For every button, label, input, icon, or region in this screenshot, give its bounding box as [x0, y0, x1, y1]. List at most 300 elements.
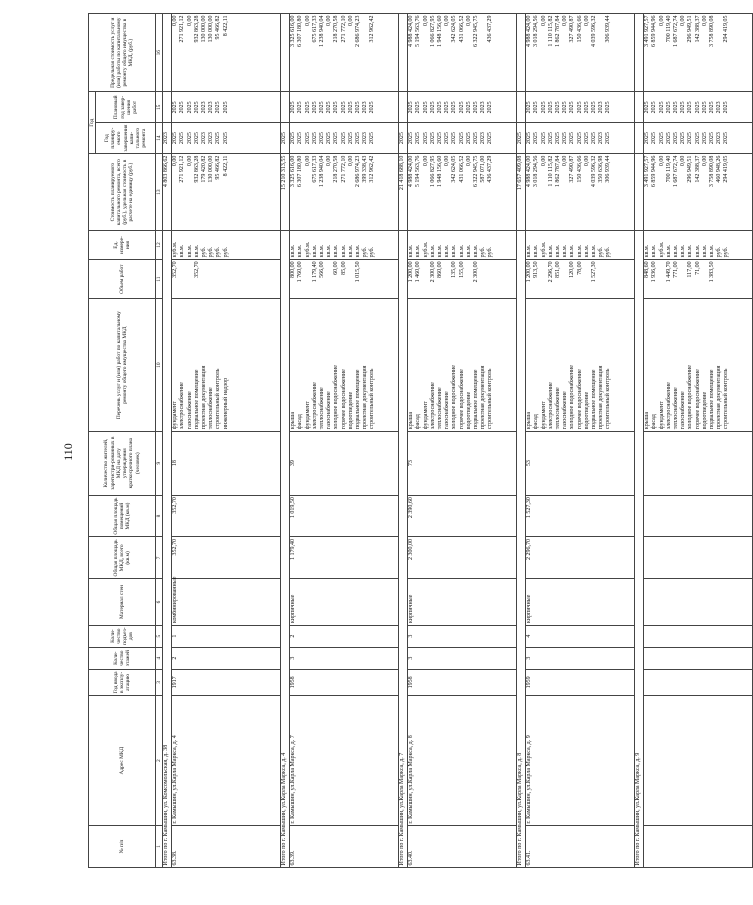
header-volume: Объем работ [89, 259, 156, 299]
total-row [281, 14, 290, 868]
volume-value: 78,00 [576, 261, 583, 275]
cost-value: 6 307 180,80 [297, 155, 304, 188]
year-value: 2025 [429, 101, 436, 114]
column-number: 3 [156, 669, 163, 695]
column-number: 6 [156, 579, 163, 625]
volume-value [680, 261, 687, 297]
limit-value: 0,00 [304, 15, 311, 26]
limit-value: 6 307 180,80 [297, 15, 304, 47]
entrances-count: 3 [408, 625, 517, 647]
unit-value: кв.м. [436, 244, 443, 258]
year-value: 2025 [687, 101, 694, 114]
year-value: 2025 [651, 101, 658, 114]
year-value: 2023 [480, 132, 487, 145]
limit-value: 0,00 [583, 15, 590, 26]
header-entrances: Коли-чество подъез-дов [89, 625, 156, 647]
costs-list [526, 154, 635, 231]
work-item: фасад [533, 414, 540, 430]
year-value: 2025 [472, 101, 479, 114]
area-rooms: 2 390,60 [408, 495, 517, 537]
building-row [408, 14, 517, 868]
row-number: 63.39. [290, 826, 399, 868]
year-value: 2025 [422, 101, 429, 114]
work-item: подвальное помещение [590, 369, 597, 430]
cost-value: 95 466,82 [215, 155, 222, 180]
limit-costs-list [408, 14, 517, 92]
building-row [526, 14, 635, 868]
limit-value: 0,00 [680, 15, 687, 26]
cost-value: 4 039 596,32 [590, 155, 597, 188]
limit-value: 0,00 [326, 15, 333, 26]
costs-list [290, 154, 399, 231]
cost-value: 1 687 672,74 [672, 155, 679, 188]
unit-value: кв.м. [547, 244, 554, 258]
cost-value: 312 962,42 [369, 155, 376, 183]
unit-value: кв.м. [444, 244, 451, 258]
work-item: проектная документация [362, 365, 369, 430]
floors-count: 2 [172, 647, 281, 669]
year-value: 2025 [429, 132, 436, 145]
total-year: 2025 [517, 123, 526, 154]
work-item: фасад [297, 414, 304, 430]
limit-value: 4 988 424,00 [408, 15, 415, 47]
unit-value: кв.м. [708, 244, 715, 258]
volume-value: 1 460,00 [415, 261, 422, 283]
unit-value: кв.м. [311, 244, 318, 258]
cost-value: 271 772,10 [340, 155, 347, 183]
year-value: 2025 [680, 132, 687, 145]
volume-value: 60,00 [333, 261, 340, 275]
work-item: проектная документация [480, 365, 487, 430]
limit-value: 3 491 927,57 [644, 15, 651, 47]
year-value: 2023 [200, 132, 207, 145]
volume-value [305, 261, 312, 297]
limit-value: 5 194 563,76 [415, 15, 422, 47]
row-number: 63.40. [408, 826, 517, 868]
building-row [290, 14, 399, 868]
volume-value: 1 200,00 [526, 261, 533, 283]
total-empty [399, 14, 408, 92]
work-item: электроснабжение [665, 382, 672, 430]
cost-value: 3 491 927,57 [644, 155, 651, 188]
unit-value: кв.м. [193, 244, 200, 258]
header-cost: Стоимость планируемого капитального ремонта, всего (руб.), удельная стоимость в расчете на единицу (руб.) [89, 154, 156, 231]
header-floors: Коли-чество этажей [89, 647, 156, 669]
total-cost: 17 657 409,08 [517, 154, 526, 231]
year-value: 2025 [215, 101, 222, 114]
area-rooms: 1 019,50 [290, 495, 399, 537]
work-item: фундамент [172, 401, 179, 430]
total-label: Итого по г. Камышин, ул.Карла Маркса, д. 4 [281, 231, 290, 868]
cost-value: 0,00 [444, 155, 451, 167]
building-row [172, 14, 281, 868]
total-cost: 21 418 688,10 [399, 154, 408, 231]
unit-value: руб. [605, 246, 612, 258]
finish-years-list [644, 92, 753, 123]
volume-value [562, 261, 569, 297]
building-address [644, 696, 753, 826]
year-value: 2025 [340, 132, 347, 145]
year-value: 2025 [487, 132, 494, 145]
unit-value: руб. [200, 246, 207, 258]
volume-value: 2 300,00 [429, 261, 436, 283]
limit-value: 3 018 294,56 [533, 15, 540, 47]
cost-value: 0,00 [304, 155, 311, 167]
cost-value: 0,00 [347, 155, 354, 167]
year-value: 2025 [672, 132, 679, 145]
work-item: электроснабжение [429, 382, 436, 430]
year-value: 2025 [186, 132, 193, 145]
year-value: 2023 [362, 101, 369, 114]
limit-value: 3 758 890,08 [708, 15, 715, 47]
total-row [163, 14, 172, 868]
building-address: г. Камышин, ул.Карла Маркса, д. 9 [526, 696, 635, 826]
costs-list [408, 154, 517, 231]
column-number: 10 [156, 299, 163, 431]
year-value: 2025 [369, 132, 376, 145]
year-value: 2025 [687, 132, 694, 145]
cost-value: 306 939,44 [605, 155, 612, 183]
residents-count [644, 431, 753, 495]
limit-value: 8 422,11 [222, 15, 229, 37]
year-value: 2025 [465, 132, 472, 145]
year-value: 2025 [186, 101, 193, 114]
cost-value: 1 238 940,04 [318, 155, 325, 188]
building-row [644, 14, 753, 868]
limit-value: 0,00 [444, 15, 451, 26]
limit-value: 1 066 827,95 [429, 15, 436, 47]
total-label: Итого по г. Камышин, ул. Комсомольская, д. 38 [163, 231, 172, 868]
unit-value: руб. [208, 246, 215, 258]
unit-value: руб. [222, 246, 229, 258]
unit-value: кв.м. [651, 244, 658, 258]
header-year-group: Год [89, 92, 96, 154]
cost-value: 2 686 974,23 [354, 155, 361, 188]
unit-value: кв.м. [340, 244, 347, 258]
cost-value: 436 437,29 [487, 155, 494, 183]
volume-value [541, 261, 548, 297]
column-number: 2 [156, 696, 163, 826]
limit-value: 296 949,51 [687, 15, 694, 43]
units-list [526, 231, 635, 260]
unit-value: кв.м. [326, 244, 333, 258]
limit-value: 95 466,82 [215, 15, 222, 40]
wall-material [644, 579, 753, 625]
residents-count: 73 [408, 431, 517, 495]
unit-value: кв.м. [347, 244, 354, 258]
limit-value: 130 000,00 [208, 15, 215, 43]
limit-value: 1 862 787,84 [554, 15, 561, 47]
work-item: крыша [408, 411, 415, 430]
column-number: 9 [156, 431, 163, 495]
unit-value: кв.м. [533, 244, 540, 258]
limit-value: 150 436,66 [576, 15, 583, 43]
limit-costs-list [290, 14, 399, 92]
year-value: 2025 [436, 132, 443, 145]
volume-value: 1 527,30 [590, 261, 597, 283]
year-value: 2025 [672, 101, 679, 114]
unit-value: руб. [716, 246, 723, 258]
units-list [172, 231, 281, 260]
column-number: 12 [156, 231, 163, 260]
cost-value: 4 988 424,00 [526, 155, 533, 188]
unit-value: кв.м. [333, 244, 340, 258]
limit-value: 294 419,05 [723, 15, 730, 43]
year-value: 2025 [576, 101, 583, 114]
building-address: г. Камышин, ул.Карла Маркса, д. 4 [172, 696, 281, 826]
works-list [644, 299, 753, 431]
limit-value: 271 921,12 [179, 15, 186, 43]
year-value: 2025 [723, 132, 730, 145]
year-value: 2025 [215, 132, 222, 145]
year-value: 2025 [436, 101, 443, 114]
volume-value: 352,70 [172, 261, 179, 278]
work-item: горячее водоснабжение [340, 369, 347, 430]
year-value: 2025 [694, 132, 701, 145]
work-item: электроснабжение [547, 382, 554, 430]
unit-value: куб.м. [540, 241, 547, 258]
total-row [399, 14, 408, 868]
year-value: 2025 [304, 101, 311, 114]
volume-value [480, 261, 487, 297]
area-rooms [644, 495, 753, 537]
year-value: 2025 [311, 101, 318, 114]
year-value: 2025 [472, 132, 479, 145]
work-item: строительный контроль [723, 368, 730, 430]
total-empty [163, 92, 172, 123]
year-value: 2025 [193, 101, 200, 114]
works-list [408, 299, 517, 431]
year-value: 2025 [326, 132, 333, 145]
cost-value: 296 949,51 [687, 155, 694, 183]
cost-value: 460 948,26 [716, 155, 723, 183]
limit-value: 130 000,00 [200, 15, 207, 43]
unit-value: куб.м. [658, 241, 665, 258]
column-number: 7 [156, 537, 163, 579]
year-value: 2025 [333, 132, 340, 145]
floors-count [644, 647, 753, 669]
total-year [635, 123, 644, 154]
volume-value: 800,00 [290, 261, 297, 278]
year-value: 2025 [451, 132, 458, 145]
unit-value: кв.м. [583, 244, 590, 258]
limit-costs-list [526, 14, 635, 92]
work-item: крыша [290, 411, 297, 430]
unit-value: кв.м. [179, 244, 186, 258]
year-value: 2025 [680, 101, 687, 114]
year-value: 2025 [179, 101, 186, 114]
unit-value: кв.м. [458, 244, 465, 258]
year-value: 2025 [347, 101, 354, 114]
work-item: газоснабжение [562, 391, 569, 430]
wall-material: комбинированные [172, 579, 281, 625]
area-total: 352,70 [172, 537, 281, 579]
limit-costs-list [644, 14, 753, 92]
year-value: 2023 [598, 132, 605, 145]
limit-value [598, 16, 605, 90]
unit-value: кв.м. [415, 244, 422, 258]
total-row [517, 14, 526, 868]
volume-value [702, 261, 709, 297]
limit-value: 6 859 944,96 [651, 15, 658, 47]
limit-value: 431 066,52 [458, 15, 465, 43]
volume-value: 71,00 [694, 261, 701, 275]
year-value: 2025 [297, 101, 304, 114]
unit-value: кв.м. [672, 244, 679, 258]
work-item: электроснабжение [179, 382, 186, 430]
total-empty [635, 92, 644, 123]
unit-value: кв.м. [576, 244, 583, 258]
work-item: газоснабжение [186, 391, 193, 430]
year-value: 2025 [318, 101, 325, 114]
total-label: Итого по г. Камышин, ул.Карла Маркса, д. 7 [399, 231, 408, 868]
planned-years-list [290, 123, 399, 154]
year-value: 2025 [554, 101, 561, 114]
unit-value: кв.м. [186, 244, 193, 258]
header-year-finish: Плановый год завер-шения работ [96, 92, 156, 123]
work-item: электроснабжение [311, 382, 318, 430]
limit-value: 0,00 [347, 15, 354, 26]
unit-value: кв.м. [554, 244, 561, 258]
cost-value: 6 859 944,96 [651, 155, 658, 188]
work-item: теплоснабжение [208, 387, 215, 430]
limit-value: 0,00 [172, 15, 179, 26]
volume-value [723, 261, 730, 297]
limit-value: 675 617,33 [311, 15, 318, 43]
work-item: крыша [526, 411, 533, 430]
area-rooms: 1 527,30 [526, 495, 635, 537]
year-value: 2025 [547, 101, 554, 114]
planned-years-list [644, 123, 753, 154]
unit-value: кв.м. [665, 244, 672, 258]
unit-value: кв.м. [354, 244, 361, 258]
page-number: 110 [61, 443, 75, 461]
year-value: 2025 [458, 101, 465, 114]
volume-value: 860,00 [436, 261, 443, 278]
volume-value [362, 261, 369, 297]
column-number: 15 [156, 92, 163, 123]
area-total: 2 296,70 [526, 537, 635, 579]
wall-material: кирпичные [526, 579, 635, 625]
work-item: фасад [651, 414, 658, 430]
cost-value: 142 388,37 [694, 155, 701, 183]
unit-value: кв.м. [290, 244, 297, 258]
work-item: строительный контроль [369, 368, 376, 430]
year-value: 2025 [658, 132, 665, 145]
cost-value: 218 270,58 [333, 155, 340, 183]
cost-value: 1 948 156,60 [436, 155, 443, 188]
header-address: Адрес МКД [89, 696, 156, 826]
area-total: 2 300,00 [408, 537, 517, 579]
planned-years-list [172, 123, 281, 154]
limit-value: 1 687 672,74 [672, 15, 679, 47]
header-residents: Количество жителей, зарегистри-рованных в МКД на дату утверждения краткосрочного плана (человек) [89, 431, 156, 495]
cost-value: 0,00 [326, 155, 333, 167]
column-number: 8 [156, 495, 163, 537]
building-address: г. Камышин, ул.Карла Маркса, д. 8 [408, 696, 517, 826]
volume-value: 1 015,50 [354, 261, 361, 283]
year-value: 2025 [569, 101, 576, 114]
volume-value: 1 179,40 [311, 261, 318, 283]
volume-value [201, 261, 208, 297]
total-row [635, 14, 644, 868]
year-value: 2025 [665, 132, 672, 145]
unit-value: кв.м. [687, 244, 694, 258]
work-item: фундамент [658, 401, 665, 430]
year-value: 2025 [533, 101, 540, 114]
volume-value: 120,00 [569, 261, 576, 278]
floors-count: 3 [526, 647, 635, 669]
column-number: 1 [156, 826, 163, 868]
year-built: 1959 [526, 669, 635, 695]
limit-value: 2 686 974,23 [354, 15, 361, 47]
volume-value: 155,00 [458, 261, 465, 278]
year-value: 2025 [340, 101, 347, 114]
unit-value: кв.м. [318, 244, 325, 258]
volume-value: 1 760,00 [297, 261, 304, 283]
finish-years-list [290, 92, 399, 123]
unit-value: руб. [362, 246, 369, 258]
year-built: 1958 [408, 669, 517, 695]
planned-years-list [526, 123, 635, 154]
limit-value: 271 772,10 [340, 15, 347, 43]
unit-value: кв.м. [408, 244, 415, 258]
capital-repair-table [88, 13, 753, 868]
volume-value [179, 261, 186, 297]
row-number [644, 826, 753, 868]
volumes-list [408, 259, 517, 299]
year-value: 2025 [576, 132, 583, 145]
limit-value: 327 490,87 [569, 15, 576, 43]
unit-value: кв.м. [297, 244, 304, 258]
wall-material: кирпичные [408, 579, 517, 625]
year-value: 2023 [208, 101, 215, 114]
volume-value [716, 261, 723, 297]
residents-count: 53 [526, 431, 635, 495]
limit-value [716, 16, 723, 90]
volume-value: 1 449,70 [665, 261, 672, 283]
volume-value [584, 261, 591, 297]
works-list [526, 299, 635, 431]
volume-value: 352,70 [193, 261, 200, 278]
year-value: 2025 [444, 132, 451, 145]
cost-value: 0,00 [422, 155, 429, 167]
year-value: 2025 [665, 101, 672, 114]
volumes-list [644, 259, 753, 299]
year-value: 2025 [569, 132, 576, 145]
limit-value: 6 322 945,75 [472, 15, 479, 47]
year-value: 2025 [172, 132, 179, 145]
year-built: 1958 [290, 669, 399, 695]
work-item: подвальное помещение [354, 369, 361, 430]
unit-value: кв.м. [590, 244, 597, 258]
volume-value [659, 261, 666, 297]
work-item: проектная документация [200, 365, 207, 430]
work-item: горячее водоснабжение [458, 369, 465, 430]
unit-value: руб. [480, 246, 487, 258]
cost-value: 1 066 827,95 [429, 155, 436, 188]
planned-years-list [408, 123, 517, 154]
work-item: фундамент [304, 401, 311, 430]
year-value: 2023 [362, 132, 369, 145]
header-wall-material: Материал стен [89, 579, 156, 625]
total-empty [281, 92, 290, 123]
floors-count: 3 [408, 647, 517, 669]
work-item: фундамент [422, 401, 429, 430]
entrances-count: 2 [290, 625, 399, 647]
total-label: Итого по г. Камышин, ул.Карла Маркса, д. 9 [635, 231, 644, 868]
work-item: газоснабжение [444, 391, 451, 430]
